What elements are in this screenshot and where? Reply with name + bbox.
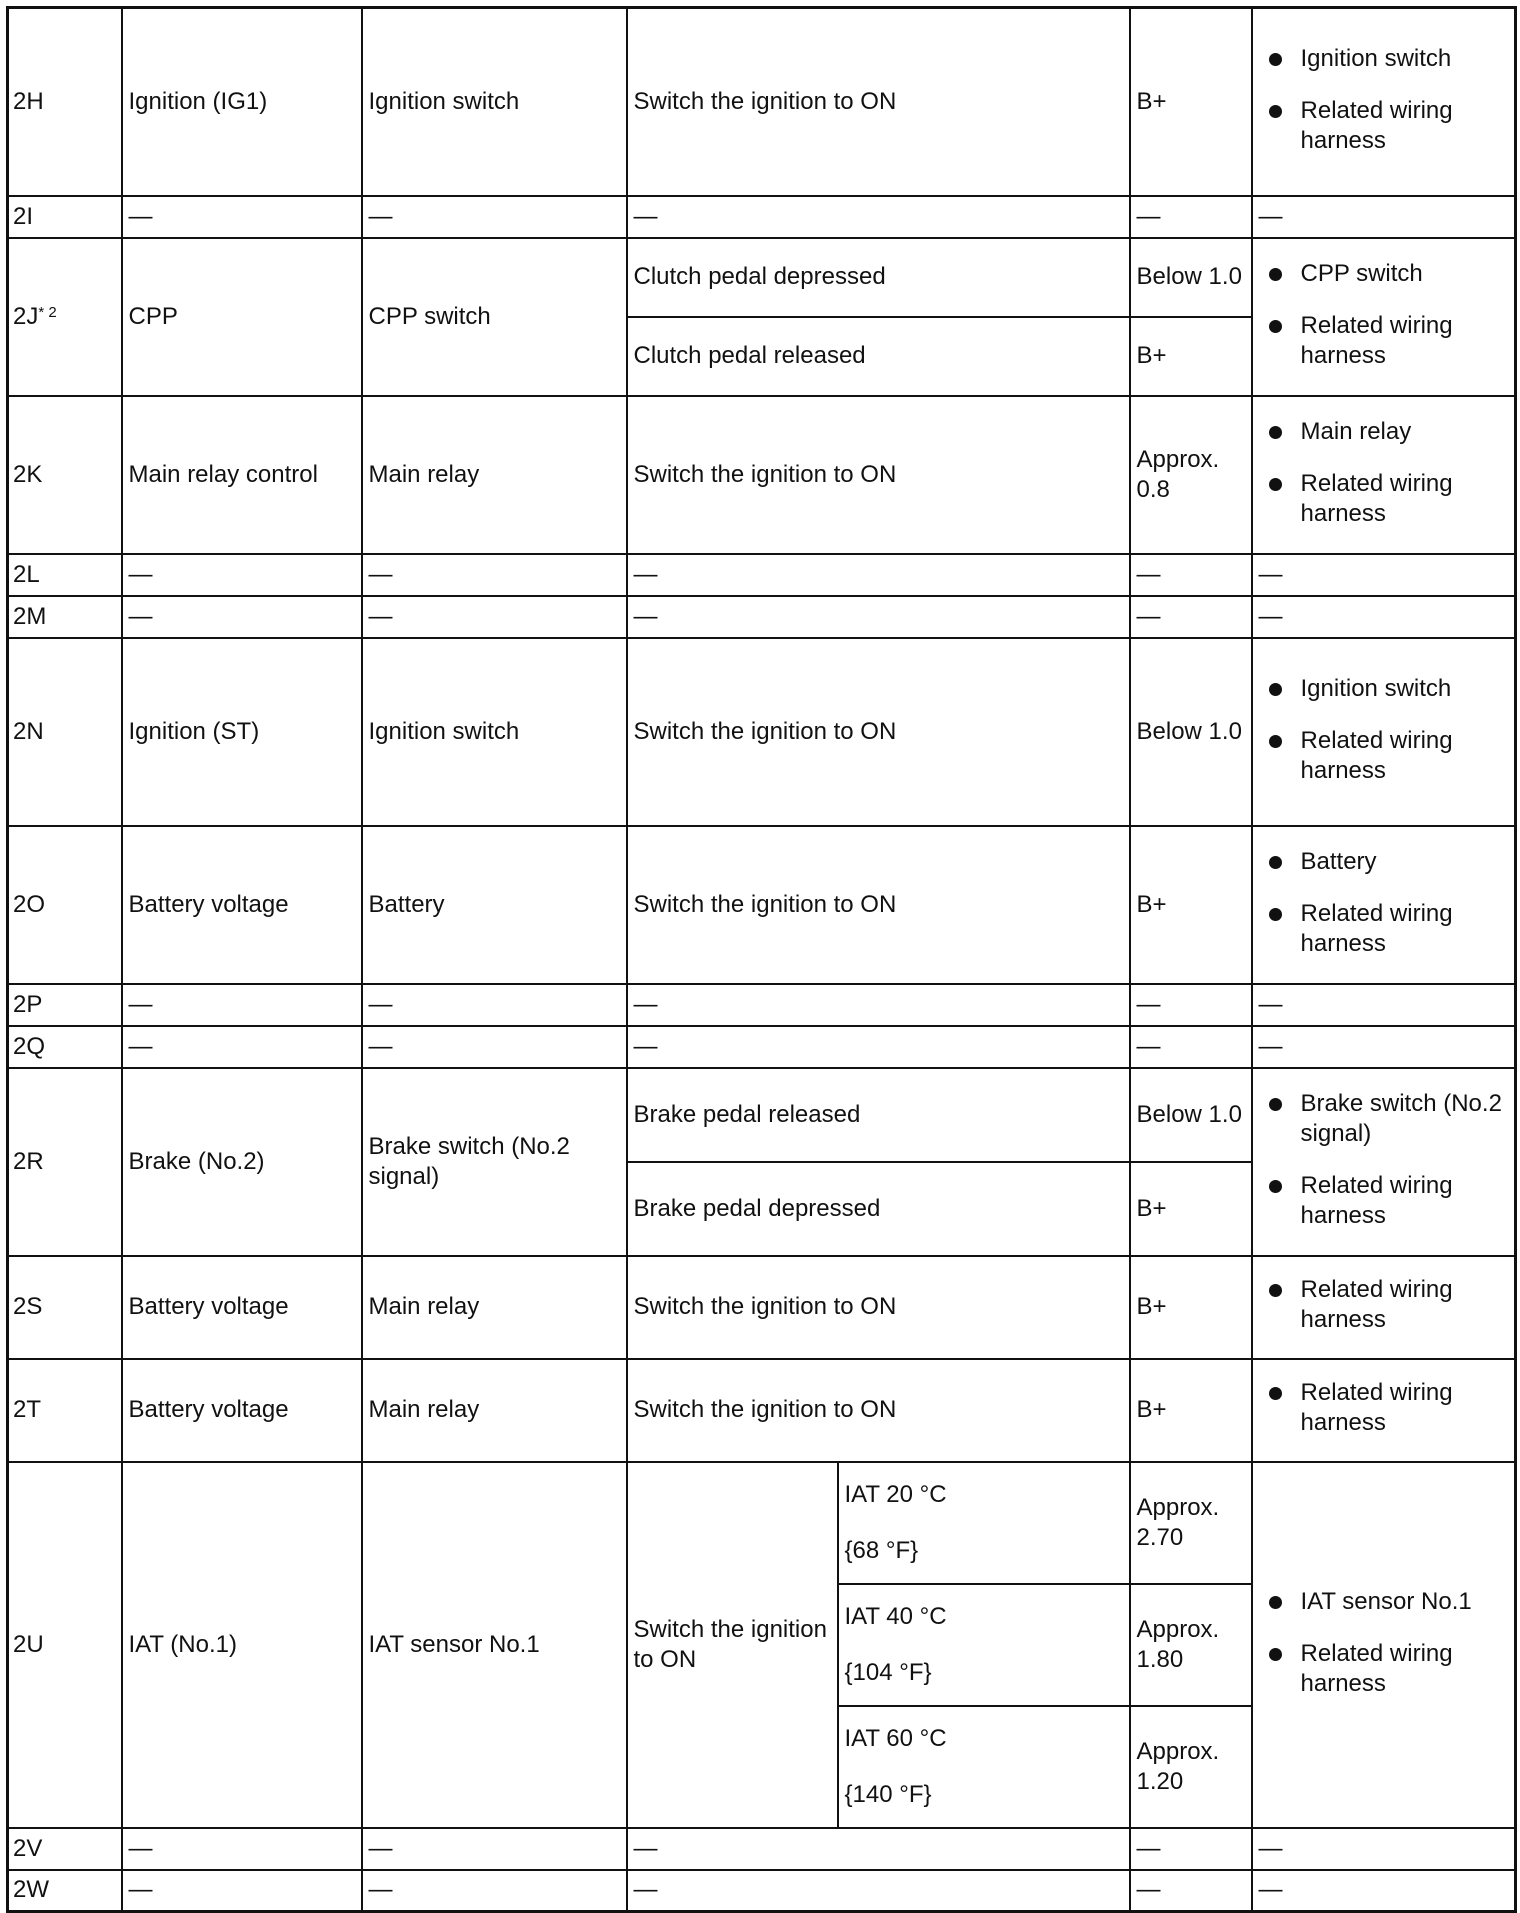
empty-cell: — bbox=[627, 1026, 1130, 1068]
iat-celsius: IAT 20 °C bbox=[844, 1480, 947, 1508]
connected-cell: Main relay bbox=[362, 1359, 627, 1462]
empty-cell: — bbox=[1130, 1026, 1252, 1068]
table-row bbox=[8, 238, 1516, 317]
terminal-cell bbox=[8, 238, 122, 396]
terminal-cell: 2Q bbox=[8, 1026, 122, 1068]
empty-cell: — bbox=[122, 1870, 362, 1912]
inspection-item: Battery bbox=[1259, 847, 1509, 877]
table-row bbox=[8, 1068, 1516, 1162]
signal-cell: IAT (No.1) bbox=[122, 1462, 362, 1828]
empty-cell: — bbox=[362, 196, 627, 238]
voltage-cell: Below 1.0 bbox=[1130, 1068, 1252, 1162]
condition-cell: Switch the ignition to ON bbox=[627, 638, 1130, 826]
empty-cell: — bbox=[1252, 596, 1516, 638]
signal-cell: Main relay control bbox=[122, 396, 362, 554]
inspection-item: Related wiring harness bbox=[1259, 1639, 1509, 1699]
connected-cell: Main relay bbox=[362, 396, 627, 554]
iat-fahrenheit: {68 °F} bbox=[844, 1536, 919, 1564]
connected-cell: Ignition switch bbox=[362, 638, 627, 826]
table-row bbox=[8, 596, 1516, 638]
table-row bbox=[8, 984, 1516, 1026]
empty-cell: — bbox=[362, 1828, 627, 1870]
inspection-cell bbox=[1252, 638, 1516, 826]
signal-cell: Battery voltage bbox=[122, 1359, 362, 1462]
empty-cell: — bbox=[627, 196, 1130, 238]
terminal-cell: 2M bbox=[8, 596, 122, 638]
voltage-cell: B+ bbox=[1130, 8, 1252, 196]
inspection-item: Ignition switch bbox=[1259, 674, 1509, 704]
terminal-cell: 2H bbox=[8, 8, 122, 196]
condition-cell: Switch the ignition to ON bbox=[627, 1256, 1130, 1359]
empty-cell: — bbox=[1252, 1026, 1516, 1068]
terminal-cell: 2V bbox=[8, 1828, 122, 1870]
inspection-item: Ignition switch bbox=[1259, 44, 1509, 74]
table-row bbox=[8, 8, 1516, 196]
condition-cell: Switch the ignition to ON bbox=[627, 396, 1130, 554]
connected-cell: Battery bbox=[362, 826, 627, 984]
connected-cell: Brake switch (No.2 signal) bbox=[362, 1068, 627, 1256]
table-row bbox=[8, 1828, 1516, 1870]
inspection-cell bbox=[1252, 1068, 1516, 1256]
terminal-label: 2J bbox=[13, 302, 39, 330]
voltage-cell: Approx. 2.70 bbox=[1130, 1462, 1252, 1584]
iat-fahrenheit: {140 °F} bbox=[844, 1780, 932, 1808]
empty-cell: — bbox=[362, 1870, 627, 1912]
terminal-cell: 2L bbox=[8, 554, 122, 596]
condition-cell: Switch the ignition to ON bbox=[627, 1359, 1130, 1462]
table-row bbox=[8, 1462, 1516, 1584]
table-row bbox=[8, 1359, 1516, 1462]
inspection-item: Main relay bbox=[1259, 417, 1509, 447]
table-row bbox=[8, 1256, 1516, 1359]
voltage-cell: Approx. 0.8 bbox=[1130, 396, 1252, 554]
voltage-cell: B+ bbox=[1130, 1162, 1252, 1256]
empty-cell: — bbox=[362, 1026, 627, 1068]
inspection-cell bbox=[1252, 8, 1516, 196]
voltage-cell: Below 1.0 bbox=[1130, 638, 1252, 826]
signal-cell: Brake (No.2) bbox=[122, 1068, 362, 1256]
inspection-cell bbox=[1252, 826, 1516, 984]
table-row bbox=[8, 1026, 1516, 1068]
inspection-cell bbox=[1252, 396, 1516, 554]
inspection-item: Related wiring harness bbox=[1259, 1378, 1509, 1438]
signal-cell: Battery voltage bbox=[122, 1256, 362, 1359]
empty-cell: — bbox=[1252, 196, 1516, 238]
empty-cell: — bbox=[1130, 596, 1252, 638]
empty-cell: — bbox=[122, 196, 362, 238]
terminal-cell: 2P bbox=[8, 984, 122, 1026]
empty-cell: — bbox=[627, 984, 1130, 1026]
empty-cell: — bbox=[627, 554, 1130, 596]
empty-cell: — bbox=[627, 596, 1130, 638]
inspection-item: Related wiring harness bbox=[1259, 1171, 1509, 1231]
table-row bbox=[8, 826, 1516, 984]
empty-cell: — bbox=[122, 1828, 362, 1870]
connected-cell: Main relay bbox=[362, 1256, 627, 1359]
signal-cell: CPP bbox=[122, 238, 362, 396]
inspection-item: Related wiring harness bbox=[1259, 311, 1509, 371]
voltage-cell: B+ bbox=[1130, 1359, 1252, 1462]
iat-condition-cell bbox=[838, 1584, 1130, 1706]
empty-cell: — bbox=[122, 554, 362, 596]
terminal-cell: 2S bbox=[8, 1256, 122, 1359]
inspection-cell bbox=[1252, 1256, 1516, 1359]
empty-cell: — bbox=[122, 596, 362, 638]
empty-cell: — bbox=[362, 984, 627, 1026]
inspection-item: Related wiring harness bbox=[1259, 469, 1509, 529]
terminal-cell: 2K bbox=[8, 396, 122, 554]
voltage-cell: B+ bbox=[1130, 1256, 1252, 1359]
empty-cell: — bbox=[1252, 1870, 1516, 1912]
table-row bbox=[8, 196, 1516, 238]
terminal-cell: 2W bbox=[8, 1870, 122, 1912]
condition-cell: Clutch pedal depressed bbox=[627, 238, 1130, 317]
terminal-cell: 2I bbox=[8, 196, 122, 238]
signal-cell: Battery voltage bbox=[122, 826, 362, 984]
condition-cell: Clutch pedal released bbox=[627, 317, 1130, 396]
terminal-cell: 2T bbox=[8, 1359, 122, 1462]
empty-cell: — bbox=[627, 1870, 1130, 1912]
empty-cell: — bbox=[1130, 1870, 1252, 1912]
empty-cell: — bbox=[362, 596, 627, 638]
empty-cell: — bbox=[362, 554, 627, 596]
empty-cell: — bbox=[122, 984, 362, 1026]
table-row bbox=[8, 638, 1516, 826]
terminal-voltage-table bbox=[6, 6, 1517, 1913]
table-row bbox=[8, 1870, 1516, 1912]
empty-cell: — bbox=[1252, 554, 1516, 596]
empty-cell: — bbox=[122, 1026, 362, 1068]
signal-cell: Ignition (IG1) bbox=[122, 8, 362, 196]
empty-cell: — bbox=[1252, 1828, 1516, 1870]
inspection-cell bbox=[1252, 238, 1516, 396]
iat-celsius: IAT 40 °C bbox=[844, 1602, 947, 1630]
inspection-item: Brake switch (No.2 signal) bbox=[1259, 1089, 1509, 1149]
empty-cell: — bbox=[1130, 554, 1252, 596]
connected-cell: CPP switch bbox=[362, 238, 627, 396]
empty-cell: — bbox=[1130, 196, 1252, 238]
inspection-cell bbox=[1252, 1462, 1516, 1828]
iat-fahrenheit: {104 °F} bbox=[844, 1658, 932, 1686]
condition-cell: Brake pedal depressed bbox=[627, 1162, 1130, 1256]
condition-cell: Switch the ignition to ON bbox=[627, 1462, 838, 1828]
connected-cell: IAT sensor No.1 bbox=[362, 1462, 627, 1828]
empty-cell: — bbox=[1130, 1828, 1252, 1870]
inspection-item: Related wiring harness bbox=[1259, 899, 1509, 959]
inspection-item: IAT sensor No.1 bbox=[1259, 1587, 1509, 1617]
table-row bbox=[8, 396, 1516, 554]
inspection-item: Related wiring harness bbox=[1259, 1275, 1509, 1335]
inspection-item: Related wiring harness bbox=[1259, 726, 1509, 786]
iat-condition-cell bbox=[838, 1462, 1130, 1584]
inspection-cell bbox=[1252, 1359, 1516, 1462]
connected-cell: Ignition switch bbox=[362, 8, 627, 196]
voltage-cell: Below 1.0 bbox=[1130, 238, 1252, 317]
voltage-cell: Approx. 1.20 bbox=[1130, 1706, 1252, 1828]
empty-cell: — bbox=[1252, 984, 1516, 1026]
inspection-item: Related wiring harness bbox=[1259, 96, 1509, 156]
condition-cell: Switch the ignition to ON bbox=[627, 826, 1130, 984]
inspection-item: CPP switch bbox=[1259, 259, 1509, 289]
iat-celsius: IAT 60 °C bbox=[844, 1724, 947, 1752]
signal-cell: Ignition (ST) bbox=[122, 638, 362, 826]
iat-condition-cell bbox=[838, 1706, 1130, 1828]
terminal-cell: 2U bbox=[8, 1462, 122, 1828]
terminal-cell: 2R bbox=[8, 1068, 122, 1256]
terminal-cell: 2N bbox=[8, 638, 122, 826]
condition-cell: Switch the ignition to ON bbox=[627, 8, 1130, 196]
empty-cell: — bbox=[627, 1828, 1130, 1870]
table-row bbox=[8, 554, 1516, 596]
voltage-cell: Approx. 1.80 bbox=[1130, 1584, 1252, 1706]
condition-cell: Brake pedal released bbox=[627, 1068, 1130, 1162]
terminal-cell: 2O bbox=[8, 826, 122, 984]
voltage-cell: B+ bbox=[1130, 826, 1252, 984]
voltage-cell: B+ bbox=[1130, 317, 1252, 396]
empty-cell: — bbox=[1130, 984, 1252, 1026]
footnote-mark: * 2 bbox=[38, 303, 57, 321]
